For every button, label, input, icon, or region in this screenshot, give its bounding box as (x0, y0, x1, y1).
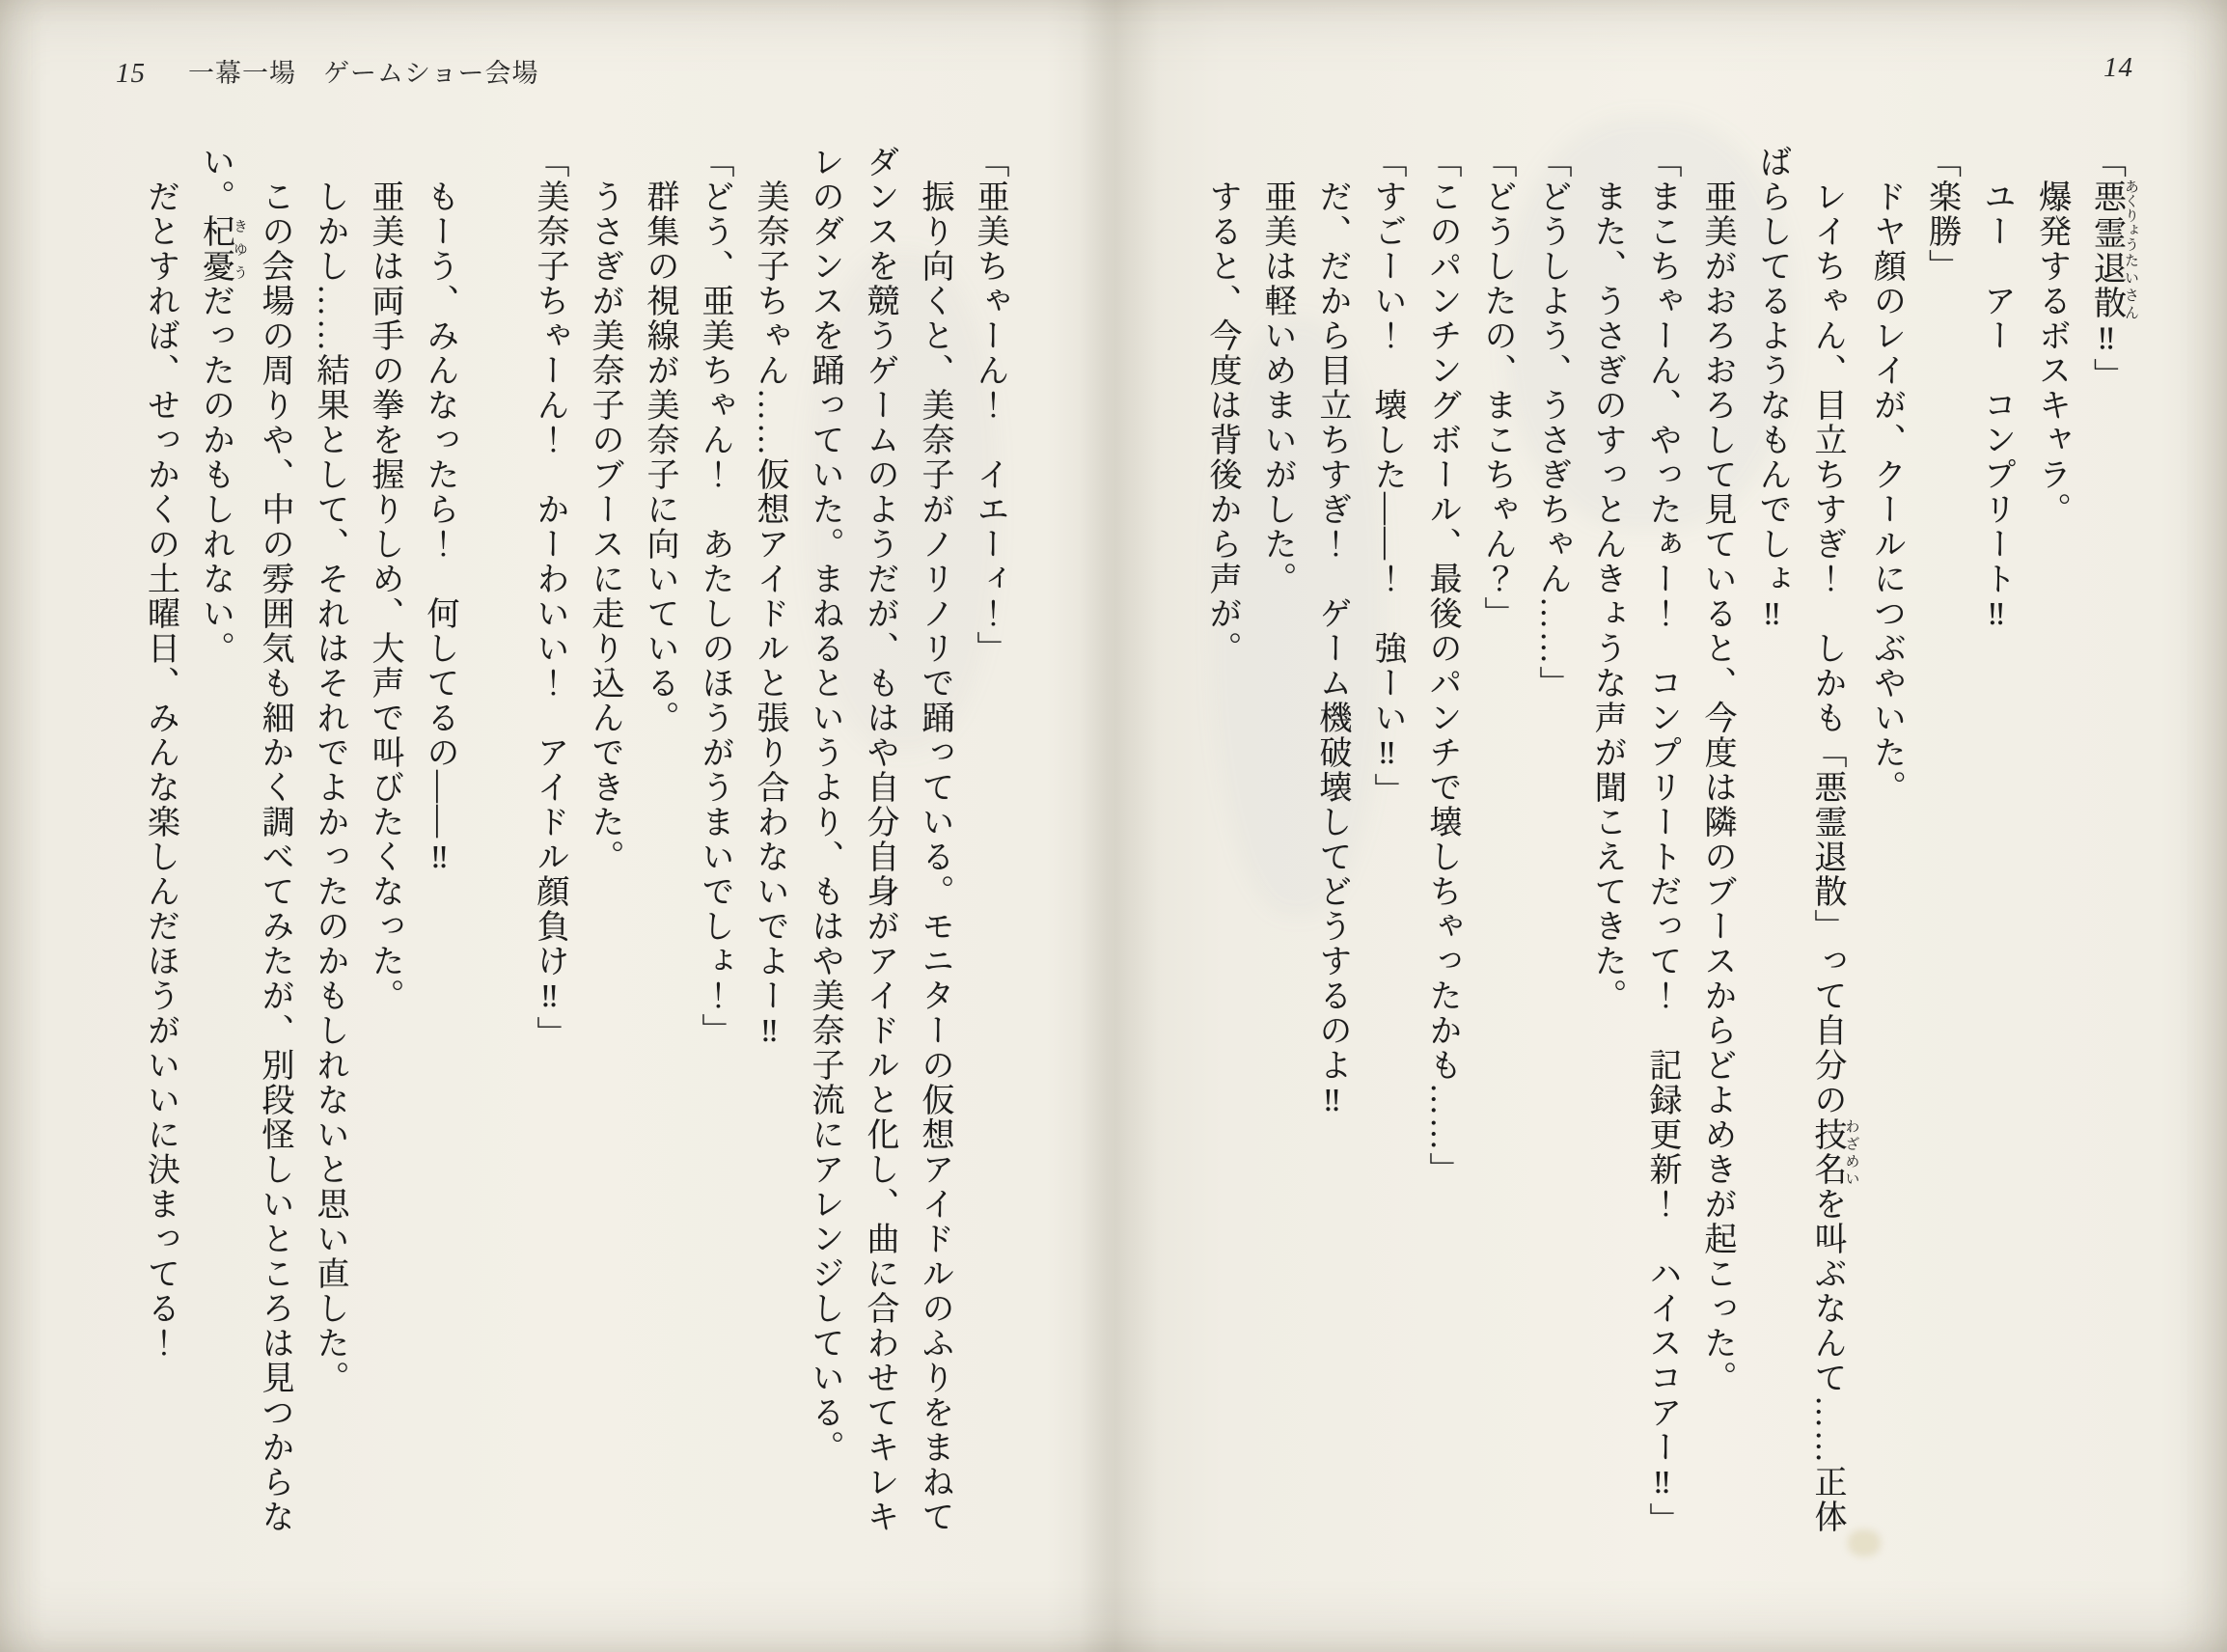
text-line: すると、今度は背後から声が。 (1204, 179, 1240, 666)
text-line: レイちゃん、目立ちすぎ！ しかも「悪霊退散」って自分の技名わざめいを叫ぶなんて……正体 (1809, 179, 1859, 1534)
text-line: 亜美がおろおろして見ていると、今度は隣のブースからどよめきが起こった。 (1699, 179, 1735, 1395)
page-15-text-block (137, 145, 1017, 1563)
text-line: 「どう、亜美ちゃん！ あたしのほうがうまいでしょ！」 (697, 145, 732, 1048)
text-line: だ、だから目立ちすぎ！ ゲーム機破壊してどうするのよ‼ (1314, 179, 1350, 1120)
text-line: 美奈子ちゃん……仮想アイドルと張り合わないでよー‼ (752, 179, 787, 1051)
text-line: 「楽勝」 (1923, 145, 1960, 284)
text-line: レのダンスを踊っていた。まねるというより、もはや美奈子流にアレンジしている。 (807, 145, 842, 1465)
text-line: ユー アー コンプリート‼ (1978, 179, 2015, 634)
text-line: ダンスを競うゲームのようだが、もはや自分自身がアイドルと化し、曲に合わせてキレキ (862, 145, 897, 1534)
text-line: 「美奈子ちゃーん！ かーわいい！ アイドル顔負け‼」 (532, 145, 567, 1051)
text-line: 「亜美ちゃーん！ イエーィ！」 (972, 145, 1007, 666)
text-line: 「まこちゃーん、やったぁー！ コンプリートだって！ 記録更新！ ハイスコアー‼」 (1644, 145, 1680, 1537)
text-line: うさぎが美奈子のブースに走り込んできた。 (587, 179, 622, 874)
page-number-right: 14 (2103, 52, 2133, 83)
text-line: 亜美は両手の拳を握りしめ、大声で叫びたくなった。 (367, 179, 402, 1013)
text-line: 「どうしよう、うさぎちゃん……」 (1534, 145, 1570, 701)
text-line: 「すごーい！ 壊した――！ 強ーい‼」 (1369, 145, 1405, 808)
page-header-right (2103, 52, 2133, 84)
text-line: しかし……結果として、それはそれでよかったのかもしれないと思い直した。 (312, 179, 347, 1395)
page-header-left (116, 52, 538, 90)
text-line: 「このパンチングボール、最後のパンチで壊しちゃったかも……」 (1424, 145, 1460, 1187)
text-line: また、うさぎのすっとんきょうな声が聞こえてきた。 (1589, 179, 1625, 1013)
text-line: もーう、みんなったら！ 何してるの――‼ (422, 179, 457, 877)
text-line: 「悪霊あくりょう退散たいさん‼」 (2088, 145, 2138, 394)
text-line: 振り向くと、美奈子がノリノリで踊っている。モニターの仮想アイドルのふりをまねて (917, 179, 952, 1534)
text-line: 「どうしたの、まこちゃん？」 (1479, 145, 1515, 631)
text-line: 爆発するボスキャラ。 (2033, 179, 2070, 527)
text-line: ドヤ顔のレイが、クールにつぶやいた。 (1868, 179, 1905, 805)
text-line: い。杞憂きゆうだったのかもしれない。 (197, 145, 247, 666)
text-line: 亜美は軽いめまいがした。 (1259, 179, 1295, 596)
page-number-left: 15 (116, 58, 146, 89)
text-line: ばらしてるようなもんでしょ‼ (1754, 145, 1790, 634)
text-line: 群集の視線が美奈子に向いている。 (642, 179, 677, 735)
page-14-text-block (1203, 145, 2138, 1563)
text-line: この会場の周りや、中の雰囲気も細かく調べてみたが、別段怪しいところは見つからな (257, 179, 292, 1534)
page-gutter-shadow (1079, 0, 1160, 1652)
running-title: 一幕一場 ゲームショー会場 (188, 59, 539, 88)
text-line: だとすれば、せっかくの土曜日、みんな楽しんだほうがいいに決まってる！ (142, 179, 179, 1361)
